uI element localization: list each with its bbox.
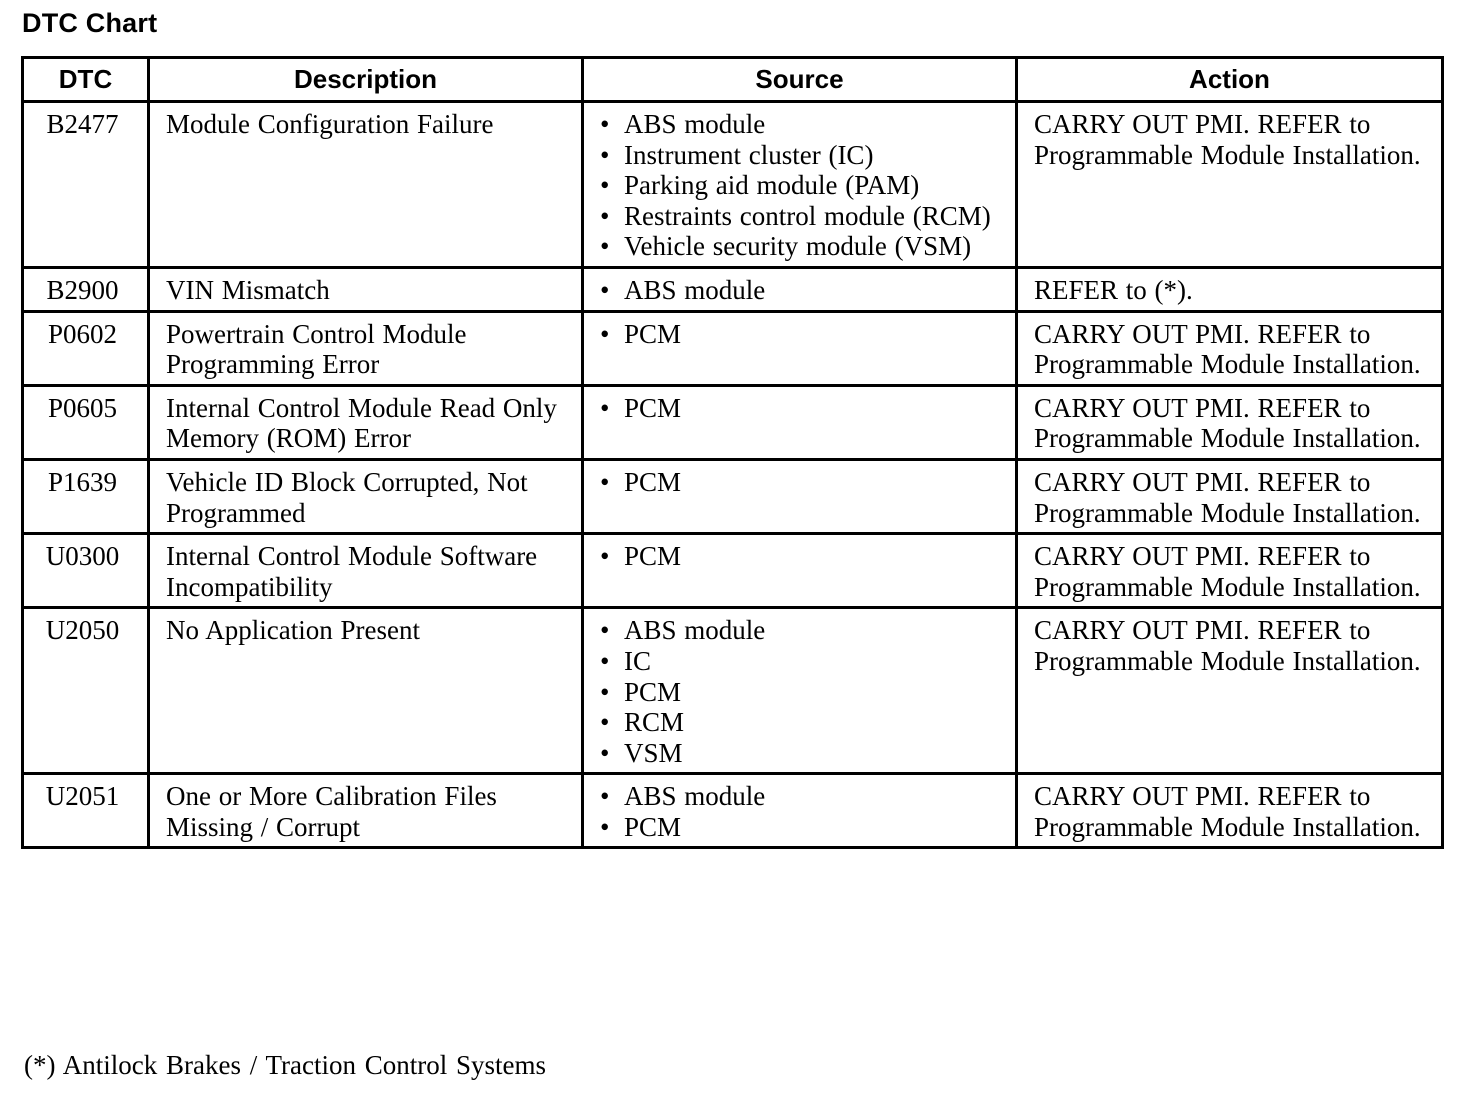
column-header-description: Description bbox=[149, 58, 583, 102]
column-header-dtc: DTC bbox=[23, 58, 149, 102]
description-cell: Module Configuration Failure bbox=[149, 102, 583, 268]
source-list-item: • Vehicle security module (VSM) bbox=[600, 231, 1009, 262]
source-cell bbox=[583, 102, 1017, 268]
table-row bbox=[23, 774, 1443, 848]
footnote: (*) Antilock Brakes / Traction Control Systems bbox=[24, 1050, 546, 1080]
description-cell: Vehicle ID Block Corrupted, Not Programmed bbox=[149, 459, 583, 533]
dtc-code-cell: B2900 bbox=[23, 267, 149, 311]
action-cell: CARRY OUT PMI. REFER to Programmable Module Installation. bbox=[1017, 102, 1443, 268]
source-list bbox=[600, 541, 1009, 572]
source-list-item: • PCM bbox=[600, 319, 1009, 350]
dtc-table bbox=[21, 56, 1444, 849]
source-cell bbox=[583, 311, 1017, 385]
source-list bbox=[600, 319, 1009, 350]
source-list bbox=[600, 275, 1009, 306]
source-list-item: • Parking aid module (PAM) bbox=[600, 170, 1009, 201]
source-list-item: • RCM bbox=[600, 707, 1009, 738]
dtc-code-cell: U2050 bbox=[23, 608, 149, 774]
column-header-action: Action bbox=[1017, 58, 1443, 102]
dtc-code-cell: U2051 bbox=[23, 774, 149, 848]
action-cell: CARRY OUT PMI. REFER to Programmable Module Installation. bbox=[1017, 311, 1443, 385]
page-title: DTC Chart bbox=[22, 8, 158, 38]
table-header-row bbox=[23, 58, 1443, 102]
action-cell: CARRY OUT PMI. REFER to Programmable Module Installation. bbox=[1017, 385, 1443, 459]
source-list-item: • VSM bbox=[600, 738, 1009, 769]
action-cell: CARRY OUT PMI. REFER to Programmable Module Installation. bbox=[1017, 534, 1443, 608]
source-list bbox=[600, 467, 1009, 498]
column-header-source: Source bbox=[583, 58, 1017, 102]
source-cell bbox=[583, 774, 1017, 848]
description-cell: VIN Mismatch bbox=[149, 267, 583, 311]
dtc-code-cell: U0300 bbox=[23, 534, 149, 608]
source-list-item: • ABS module bbox=[600, 109, 1009, 140]
table-row bbox=[23, 534, 1443, 608]
table-row bbox=[23, 385, 1443, 459]
table-row bbox=[23, 267, 1443, 311]
source-cell bbox=[583, 267, 1017, 311]
source-list-item: • ABS module bbox=[600, 615, 1009, 646]
dtc-code-cell: P0602 bbox=[23, 311, 149, 385]
dtc-code-cell: P0605 bbox=[23, 385, 149, 459]
description-cell: Powertrain Control Module Programming Error bbox=[149, 311, 583, 385]
source-list bbox=[600, 109, 1009, 262]
dtc-code-cell: P1639 bbox=[23, 459, 149, 533]
source-list-item: • PCM bbox=[600, 541, 1009, 572]
action-cell: CARRY OUT PMI. REFER to Programmable Module Installation. bbox=[1017, 608, 1443, 774]
source-list-item: • IC bbox=[600, 646, 1009, 677]
source-cell bbox=[583, 534, 1017, 608]
source-list-item: • PCM bbox=[600, 677, 1009, 708]
table-row bbox=[23, 608, 1443, 774]
description-cell: No Application Present bbox=[149, 608, 583, 774]
table-row bbox=[23, 102, 1443, 268]
source-list bbox=[600, 781, 1009, 842]
source-list-item: • PCM bbox=[600, 812, 1009, 843]
source-list-item: • Instrument cluster (IC) bbox=[600, 140, 1009, 171]
source-list-item: • PCM bbox=[600, 467, 1009, 498]
action-cell: CARRY OUT PMI. REFER to Programmable Module Installation. bbox=[1017, 459, 1443, 533]
table-body bbox=[23, 102, 1443, 848]
source-cell bbox=[583, 385, 1017, 459]
action-cell: CARRY OUT PMI. REFER to Programmable Module Installation. bbox=[1017, 774, 1443, 848]
source-cell bbox=[583, 459, 1017, 533]
description-cell: Internal Control Module Software Incompatibility bbox=[149, 534, 583, 608]
source-list bbox=[600, 393, 1009, 424]
source-list-item: • ABS module bbox=[600, 781, 1009, 812]
table-row bbox=[23, 311, 1443, 385]
dtc-code-cell: B2477 bbox=[23, 102, 149, 268]
source-list-item: • PCM bbox=[600, 393, 1009, 424]
source-list-item: • ABS module bbox=[600, 275, 1009, 306]
description-cell: One or More Calibration Files Missing / Corrupt bbox=[149, 774, 583, 848]
action-cell: REFER to (*). bbox=[1017, 267, 1443, 311]
source-list bbox=[600, 615, 1009, 768]
source-list-item: • Restraints control module (RCM) bbox=[600, 201, 1009, 232]
source-cell bbox=[583, 608, 1017, 774]
table-row bbox=[23, 459, 1443, 533]
description-cell: Internal Control Module Read Only Memory (ROM) Error bbox=[149, 385, 583, 459]
